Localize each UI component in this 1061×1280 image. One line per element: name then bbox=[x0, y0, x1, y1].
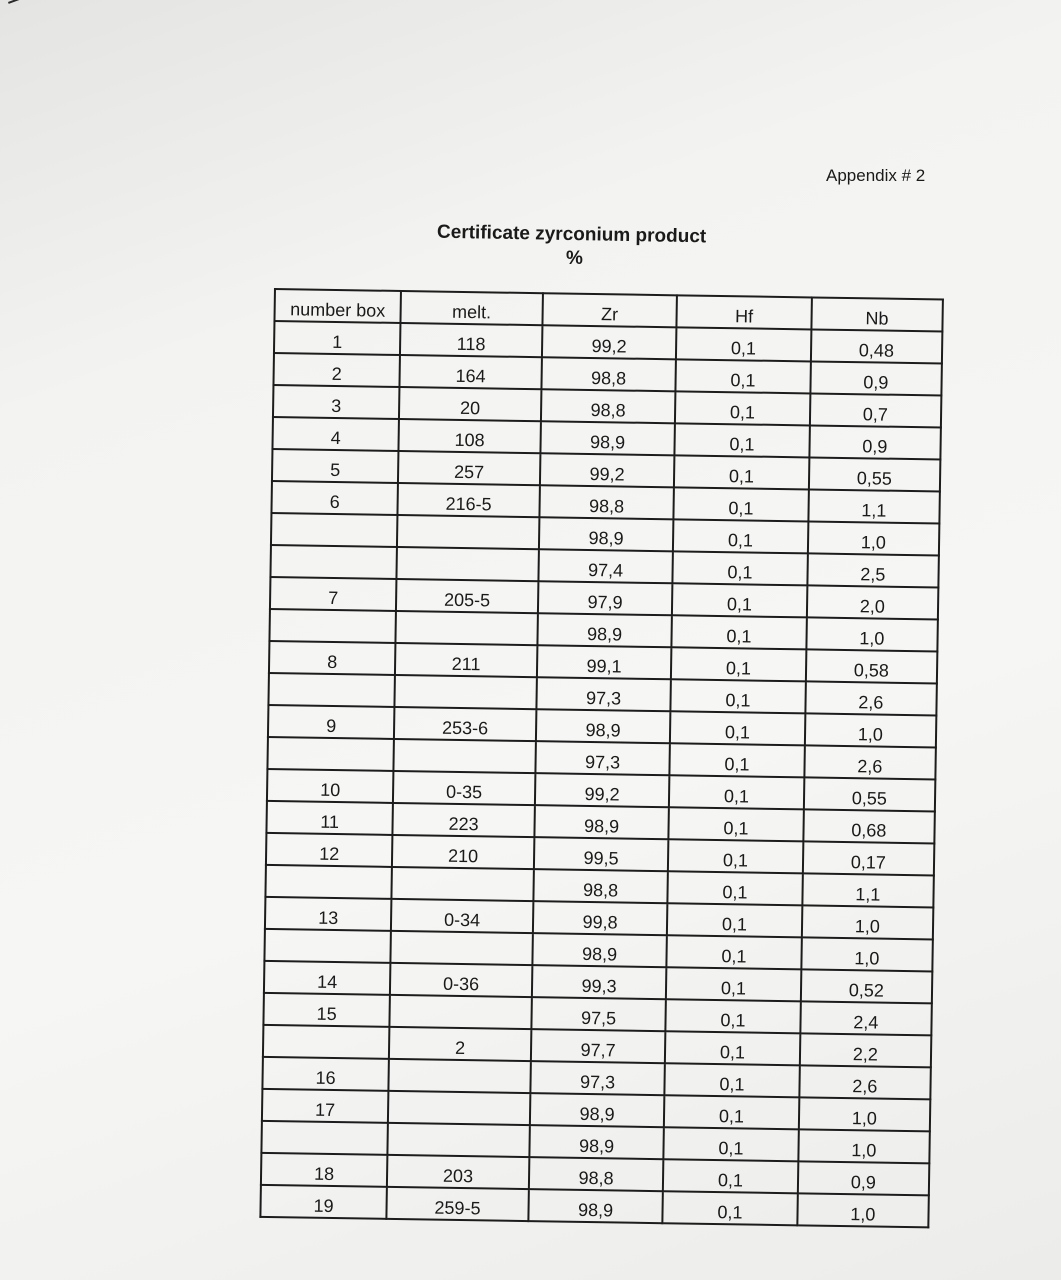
cell-hf: 0,1 bbox=[666, 967, 801, 1001]
cell-nb: 0,9 bbox=[810, 361, 942, 395]
cell-number-box bbox=[265, 865, 392, 899]
cell-melt: 253-6 bbox=[394, 707, 536, 741]
cell-melt: 223 bbox=[393, 803, 535, 837]
cell-number-box: 15 bbox=[263, 993, 390, 1027]
certificate-table bbox=[259, 288, 944, 1228]
cell-number-box bbox=[270, 545, 397, 579]
cell-number-box bbox=[264, 929, 391, 963]
cell-nb: 2,6 bbox=[805, 681, 937, 715]
cell-zr: 99,2 bbox=[535, 773, 670, 807]
cell-hf: 0,1 bbox=[671, 679, 806, 713]
document-title: Certificate zyrconium product bbox=[436, 221, 707, 248]
cell-zr: 98,9 bbox=[530, 1093, 665, 1127]
cell-number-box bbox=[269, 609, 396, 643]
cell-zr: 98,9 bbox=[536, 709, 671, 743]
cell-melt bbox=[388, 1091, 530, 1125]
cell-number-box: 16 bbox=[262, 1057, 389, 1091]
cell-nb: 1,0 bbox=[798, 1097, 930, 1131]
cell-zr: 99,1 bbox=[537, 645, 672, 679]
header-hf: Hf bbox=[677, 295, 812, 329]
cell-hf: 0,1 bbox=[668, 839, 803, 873]
cell-zr: 98,9 bbox=[539, 517, 674, 551]
cell-melt bbox=[391, 931, 533, 965]
cell-zr: 98,9 bbox=[529, 1125, 664, 1159]
cell-melt bbox=[390, 995, 532, 1029]
cell-zr: 98,8 bbox=[539, 485, 674, 519]
cell-melt: 0-34 bbox=[391, 899, 533, 933]
cell-number-box bbox=[261, 1121, 388, 1155]
cell-melt: 20 bbox=[399, 387, 541, 421]
cell-nb: 1,0 bbox=[805, 713, 937, 747]
cell-zr: 99,2 bbox=[540, 453, 675, 487]
cell-hf: 0,1 bbox=[676, 359, 811, 393]
cell-melt: 203 bbox=[387, 1155, 529, 1189]
cell-zr: 99,2 bbox=[542, 325, 677, 359]
cell-number-box: 5 bbox=[272, 449, 399, 483]
cell-hf: 0,1 bbox=[664, 1127, 799, 1161]
cell-hf: 0,1 bbox=[668, 871, 803, 905]
cell-nb: 2,4 bbox=[800, 1001, 932, 1035]
cell-number-box: 9 bbox=[268, 705, 395, 739]
cell-hf: 0,1 bbox=[667, 935, 802, 969]
cell-hf: 0,1 bbox=[665, 1031, 800, 1065]
cell-hf: 0,1 bbox=[664, 1095, 799, 1129]
cell-melt: 108 bbox=[399, 419, 541, 453]
cell-zr: 97,3 bbox=[535, 741, 670, 775]
cell-melt bbox=[394, 739, 536, 773]
cell-zr: 99,5 bbox=[534, 837, 669, 871]
cell-number-box: 10 bbox=[267, 769, 394, 803]
cell-nb: 2,2 bbox=[799, 1033, 931, 1067]
cell-number-box: 14 bbox=[264, 961, 391, 995]
cell-number-box bbox=[263, 1025, 390, 1059]
cell-nb: 1,0 bbox=[801, 937, 933, 971]
cell-melt: 257 bbox=[398, 451, 540, 485]
cell-zr: 97,4 bbox=[538, 549, 673, 583]
cell-melt bbox=[396, 611, 538, 645]
cell-hf: 0,1 bbox=[667, 903, 802, 937]
cell-melt bbox=[389, 1059, 531, 1093]
cell-nb: 1,1 bbox=[802, 873, 934, 907]
table-body bbox=[260, 321, 942, 1227]
cell-zr: 98,8 bbox=[529, 1157, 664, 1191]
cell-zr: 98,8 bbox=[541, 389, 676, 423]
cell-zr: 98,8 bbox=[541, 357, 676, 391]
cell-zr: 98,9 bbox=[532, 933, 667, 967]
cell-melt bbox=[397, 515, 539, 549]
cell-hf: 0,1 bbox=[673, 519, 808, 553]
cell-nb: 2,6 bbox=[804, 745, 936, 779]
cell-nb: 1,1 bbox=[808, 489, 940, 523]
cell-number-box: 18 bbox=[261, 1153, 388, 1187]
cell-zr: 97,7 bbox=[531, 1029, 666, 1063]
cell-zr: 98,9 bbox=[537, 613, 672, 647]
appendix-label: Appendix # 2 bbox=[826, 166, 926, 185]
cell-zr: 98,9 bbox=[540, 421, 675, 455]
cell-melt: 118 bbox=[400, 323, 542, 357]
cell-number-box: 12 bbox=[266, 833, 393, 867]
cell-zr: 98,9 bbox=[534, 805, 669, 839]
cell-hf: 0,1 bbox=[669, 807, 804, 841]
cell-nb: 2,6 bbox=[799, 1065, 931, 1099]
cell-number-box: 1 bbox=[274, 321, 401, 355]
cell-melt: 164 bbox=[400, 355, 542, 389]
cell-nb: 0,68 bbox=[803, 809, 935, 843]
cell-melt: 205-5 bbox=[396, 579, 538, 613]
cell-nb: 0,17 bbox=[803, 841, 935, 875]
header-number-box: number box bbox=[274, 289, 401, 323]
cell-hf: 0,1 bbox=[669, 775, 804, 809]
cell-number-box bbox=[267, 737, 394, 771]
certificate-table-wrapper bbox=[259, 288, 944, 1228]
cell-hf: 0,1 bbox=[671, 647, 806, 681]
cell-melt bbox=[392, 867, 534, 901]
header-zr: Zr bbox=[542, 293, 677, 327]
cell-melt bbox=[395, 675, 537, 709]
cell-nb: 0,9 bbox=[809, 425, 941, 459]
cell-zr: 99,8 bbox=[533, 901, 668, 935]
cell-zr: 97,3 bbox=[536, 677, 671, 711]
cell-number-box: 19 bbox=[260, 1185, 387, 1219]
header-nb: Nb bbox=[811, 297, 943, 331]
cell-melt: 216-5 bbox=[398, 483, 540, 517]
header-melt: melt. bbox=[401, 291, 543, 325]
cell-melt bbox=[388, 1123, 530, 1157]
cell-hf: 0,1 bbox=[666, 999, 801, 1033]
cell-hf: 0,1 bbox=[665, 1063, 800, 1097]
cell-nb: 1,0 bbox=[802, 905, 934, 939]
cell-zr: 98,8 bbox=[533, 869, 668, 903]
cell-nb: 0,7 bbox=[810, 393, 942, 427]
cell-hf: 0,1 bbox=[672, 583, 807, 617]
cell-nb: 2,5 bbox=[807, 553, 939, 587]
cell-number-box: 17 bbox=[262, 1089, 389, 1123]
cell-number-box: 3 bbox=[273, 385, 400, 419]
cell-hf: 0,1 bbox=[675, 391, 810, 425]
cell-number-box: 2 bbox=[273, 353, 400, 387]
unit-label: % bbox=[566, 248, 583, 269]
cell-nb: 1,0 bbox=[798, 1129, 930, 1163]
cell-nb: 1,0 bbox=[808, 521, 940, 555]
cell-hf: 0,1 bbox=[663, 1159, 798, 1193]
cell-zr: 99,3 bbox=[532, 965, 667, 999]
cell-nb: 0,9 bbox=[797, 1161, 929, 1195]
cell-nb: 1,0 bbox=[797, 1193, 929, 1227]
cell-melt bbox=[397, 547, 539, 581]
cell-melt: 259-5 bbox=[387, 1187, 529, 1221]
cell-hf: 0,1 bbox=[663, 1191, 798, 1225]
cell-melt: 0-36 bbox=[390, 963, 532, 997]
cell-hf: 0,1 bbox=[675, 423, 810, 457]
cell-melt: 210 bbox=[392, 835, 534, 869]
cell-hf: 0,1 bbox=[672, 615, 807, 649]
cell-nb: 0,58 bbox=[806, 649, 938, 683]
cell-melt: 211 bbox=[395, 643, 537, 677]
cell-nb: 0,55 bbox=[804, 777, 936, 811]
cell-number-box: 6 bbox=[271, 481, 398, 515]
cell-hf: 0,1 bbox=[676, 327, 811, 361]
cell-number-box: 13 bbox=[265, 897, 392, 931]
cell-nb: 0,48 bbox=[811, 329, 943, 363]
cell-hf: 0,1 bbox=[674, 455, 809, 489]
cell-hf: 0,1 bbox=[674, 487, 809, 521]
cell-zr: 97,3 bbox=[530, 1061, 665, 1095]
cell-hf: 0,1 bbox=[670, 711, 805, 745]
cell-hf: 0,1 bbox=[673, 551, 808, 585]
cell-nb: 1,0 bbox=[806, 617, 938, 651]
cell-melt: 0-35 bbox=[393, 771, 535, 805]
cell-nb: 2,0 bbox=[807, 585, 939, 619]
cell-hf: 0,1 bbox=[670, 743, 805, 777]
cell-number-box: 11 bbox=[266, 801, 393, 835]
cell-zr: 98,9 bbox=[528, 1189, 663, 1223]
cell-nb: 0,52 bbox=[801, 969, 933, 1003]
cell-zr: 97,9 bbox=[538, 581, 673, 615]
cell-number-box bbox=[271, 513, 398, 547]
cell-melt: 2 bbox=[389, 1027, 531, 1061]
cell-nb: 0,55 bbox=[809, 457, 941, 491]
cell-number-box: 8 bbox=[269, 641, 396, 675]
cell-number-box: 7 bbox=[270, 577, 397, 611]
cell-number-box: 4 bbox=[272, 417, 399, 451]
cell-zr: 97,5 bbox=[531, 997, 666, 1031]
cell-number-box bbox=[268, 673, 395, 707]
